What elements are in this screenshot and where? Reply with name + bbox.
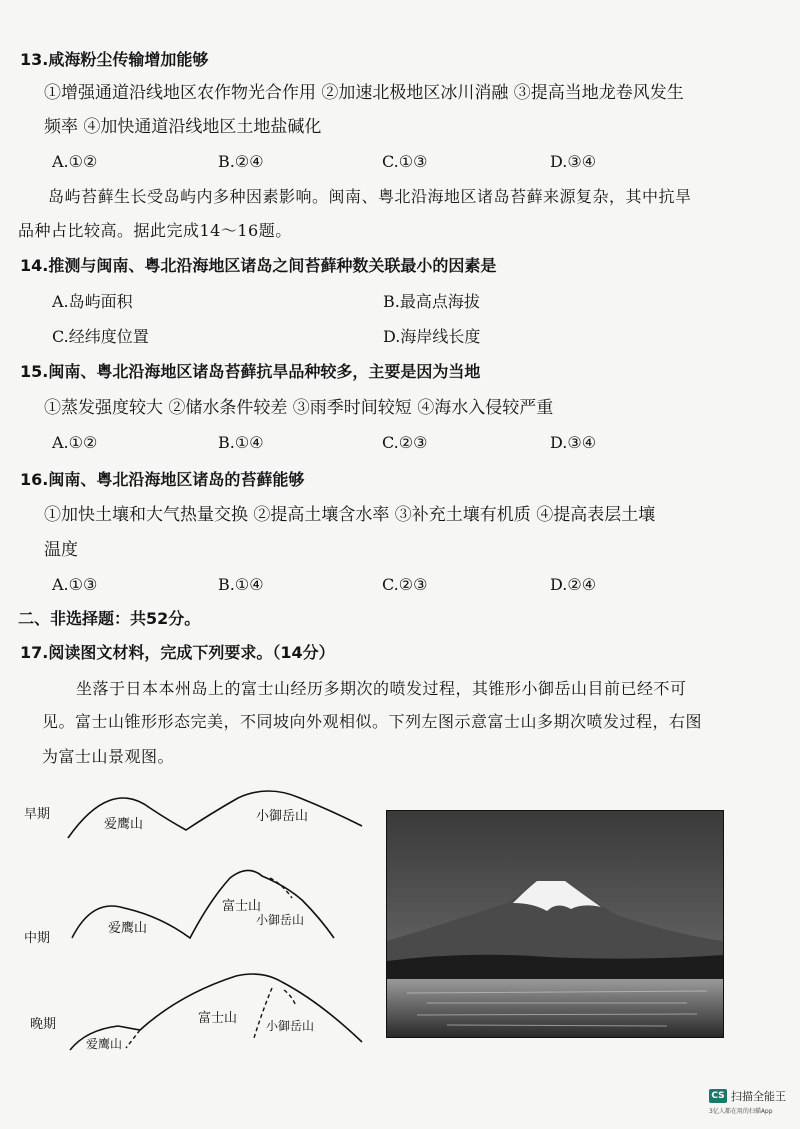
material-1-line1: 岛屿苔藓生长受岛屿内多种因素影响。闽南、粤北沿海地区诸岛苔藓来源复杂，其中抗旱: [48, 187, 692, 206]
q17-material-line3: 为富士山景观图。: [42, 747, 175, 766]
q13-option-a: A.①②: [52, 152, 98, 171]
late-inner-dashed: [284, 990, 296, 1006]
early-aiying-label: 爱鹰山: [104, 817, 144, 832]
q16-option-d: D.②④: [550, 575, 597, 594]
camscanner-watermark: [709, 1088, 786, 1115]
q17-material-line1: 坐落于日本本州岛上的富士山经历多期次的喷发过程，其锥形小御岳山目前已经不可: [76, 679, 687, 698]
stage-early-label: 早期: [24, 807, 51, 822]
q17-material-line2: 见。富士山锥形形态完美，不同坡向外观相似。下列左图示意富士山多期次喷发过程，右图: [42, 712, 703, 731]
middle-fuji-label: 富士山: [222, 899, 262, 914]
q15-option-d: D.③④: [550, 433, 597, 452]
mount-fuji-photo: [386, 810, 724, 1038]
q15-option-c: C.②③: [382, 433, 428, 452]
middle-xiaoyuyue-label: 小御岳山: [256, 913, 305, 927]
q16-option-a: A.①③: [52, 575, 98, 594]
q13-option-c: C.①③: [382, 152, 428, 171]
q13-option-d: D.③④: [550, 152, 597, 171]
q16-stem: 16.闽南、粤北沿海地区诸岛的苔藓能够: [20, 470, 305, 489]
q13-choices-line1: ①增强通道沿线地区农作物光合作用 ②加速北极地区冰川消融 ③提高当地龙卷风发生: [44, 83, 684, 103]
middle-aiying-label: 爱鹰山: [108, 921, 148, 936]
q15-option-a: A.①②: [52, 433, 98, 452]
late-xiaoyuyue-label: 小御岳山: [266, 1019, 315, 1033]
stage-middle-label: 中期: [24, 931, 51, 946]
section-2-title: 二、非选择题：共52分。: [18, 609, 201, 628]
late-aiying-dashed: [126, 1030, 140, 1048]
eruption-stages-diagram: [0, 780, 380, 1070]
camscanner-tagline: 3亿人都在用的扫描App: [709, 1108, 773, 1115]
camscanner-logo-icon: CS: [709, 1089, 727, 1103]
camscanner-name: 扫描全能王: [731, 1090, 786, 1103]
q16-option-c: C.②③: [382, 575, 428, 594]
stage-late-label: 晚期: [30, 1017, 57, 1032]
q15-stem: 15.闽南、粤北沿海地区诸岛苔藓抗旱品种较多，主要是因为当地: [20, 362, 481, 381]
q14-option-b: B.最高点海拔: [383, 292, 480, 311]
q14-option-a: A.岛屿面积: [52, 292, 133, 311]
mount-fuji-illustration: [387, 811, 723, 1037]
q13-option-b: B.②④: [218, 152, 264, 171]
q14-stem: 14.推测与闽南、粤北沿海地区诸岛之间苔藓种数关联最小的因素是: [20, 256, 497, 275]
q14-option-c: C.经纬度位置: [52, 327, 149, 346]
material-1-line2: 品种占比较高。据此完成14～16题。: [18, 221, 292, 240]
late-aiying-label: 爱鹰山: [86, 1037, 123, 1051]
q13-choices-line2: 频率 ④加快通道沿线地区土地盐碱化: [44, 117, 322, 137]
q14-option-d: D.海岸线长度: [383, 327, 481, 346]
q13-stem: 13.咸海粉尘传输增加能够: [20, 50, 209, 69]
q15-choices: ①蒸发强度较大 ②储水条件较差 ③雨季时间较短 ④海水入侵较严重: [44, 398, 554, 418]
q16-choices-line2: 温度: [44, 540, 78, 560]
q17-stem: 17.阅读图文材料，完成下列要求。（14分）: [20, 643, 335, 662]
late-fuji-label: 富士山: [198, 1011, 238, 1026]
q16-choices-line1: ①加快土壤和大气热量交换 ②提高土壤含水率 ③补充土壤有机质 ④提高表层土壤: [44, 505, 656, 525]
q15-option-b: B.①④: [218, 433, 264, 452]
early-xiaoyuyue-label: 小御岳山: [256, 809, 309, 824]
q16-option-b: B.①④: [218, 575, 264, 594]
